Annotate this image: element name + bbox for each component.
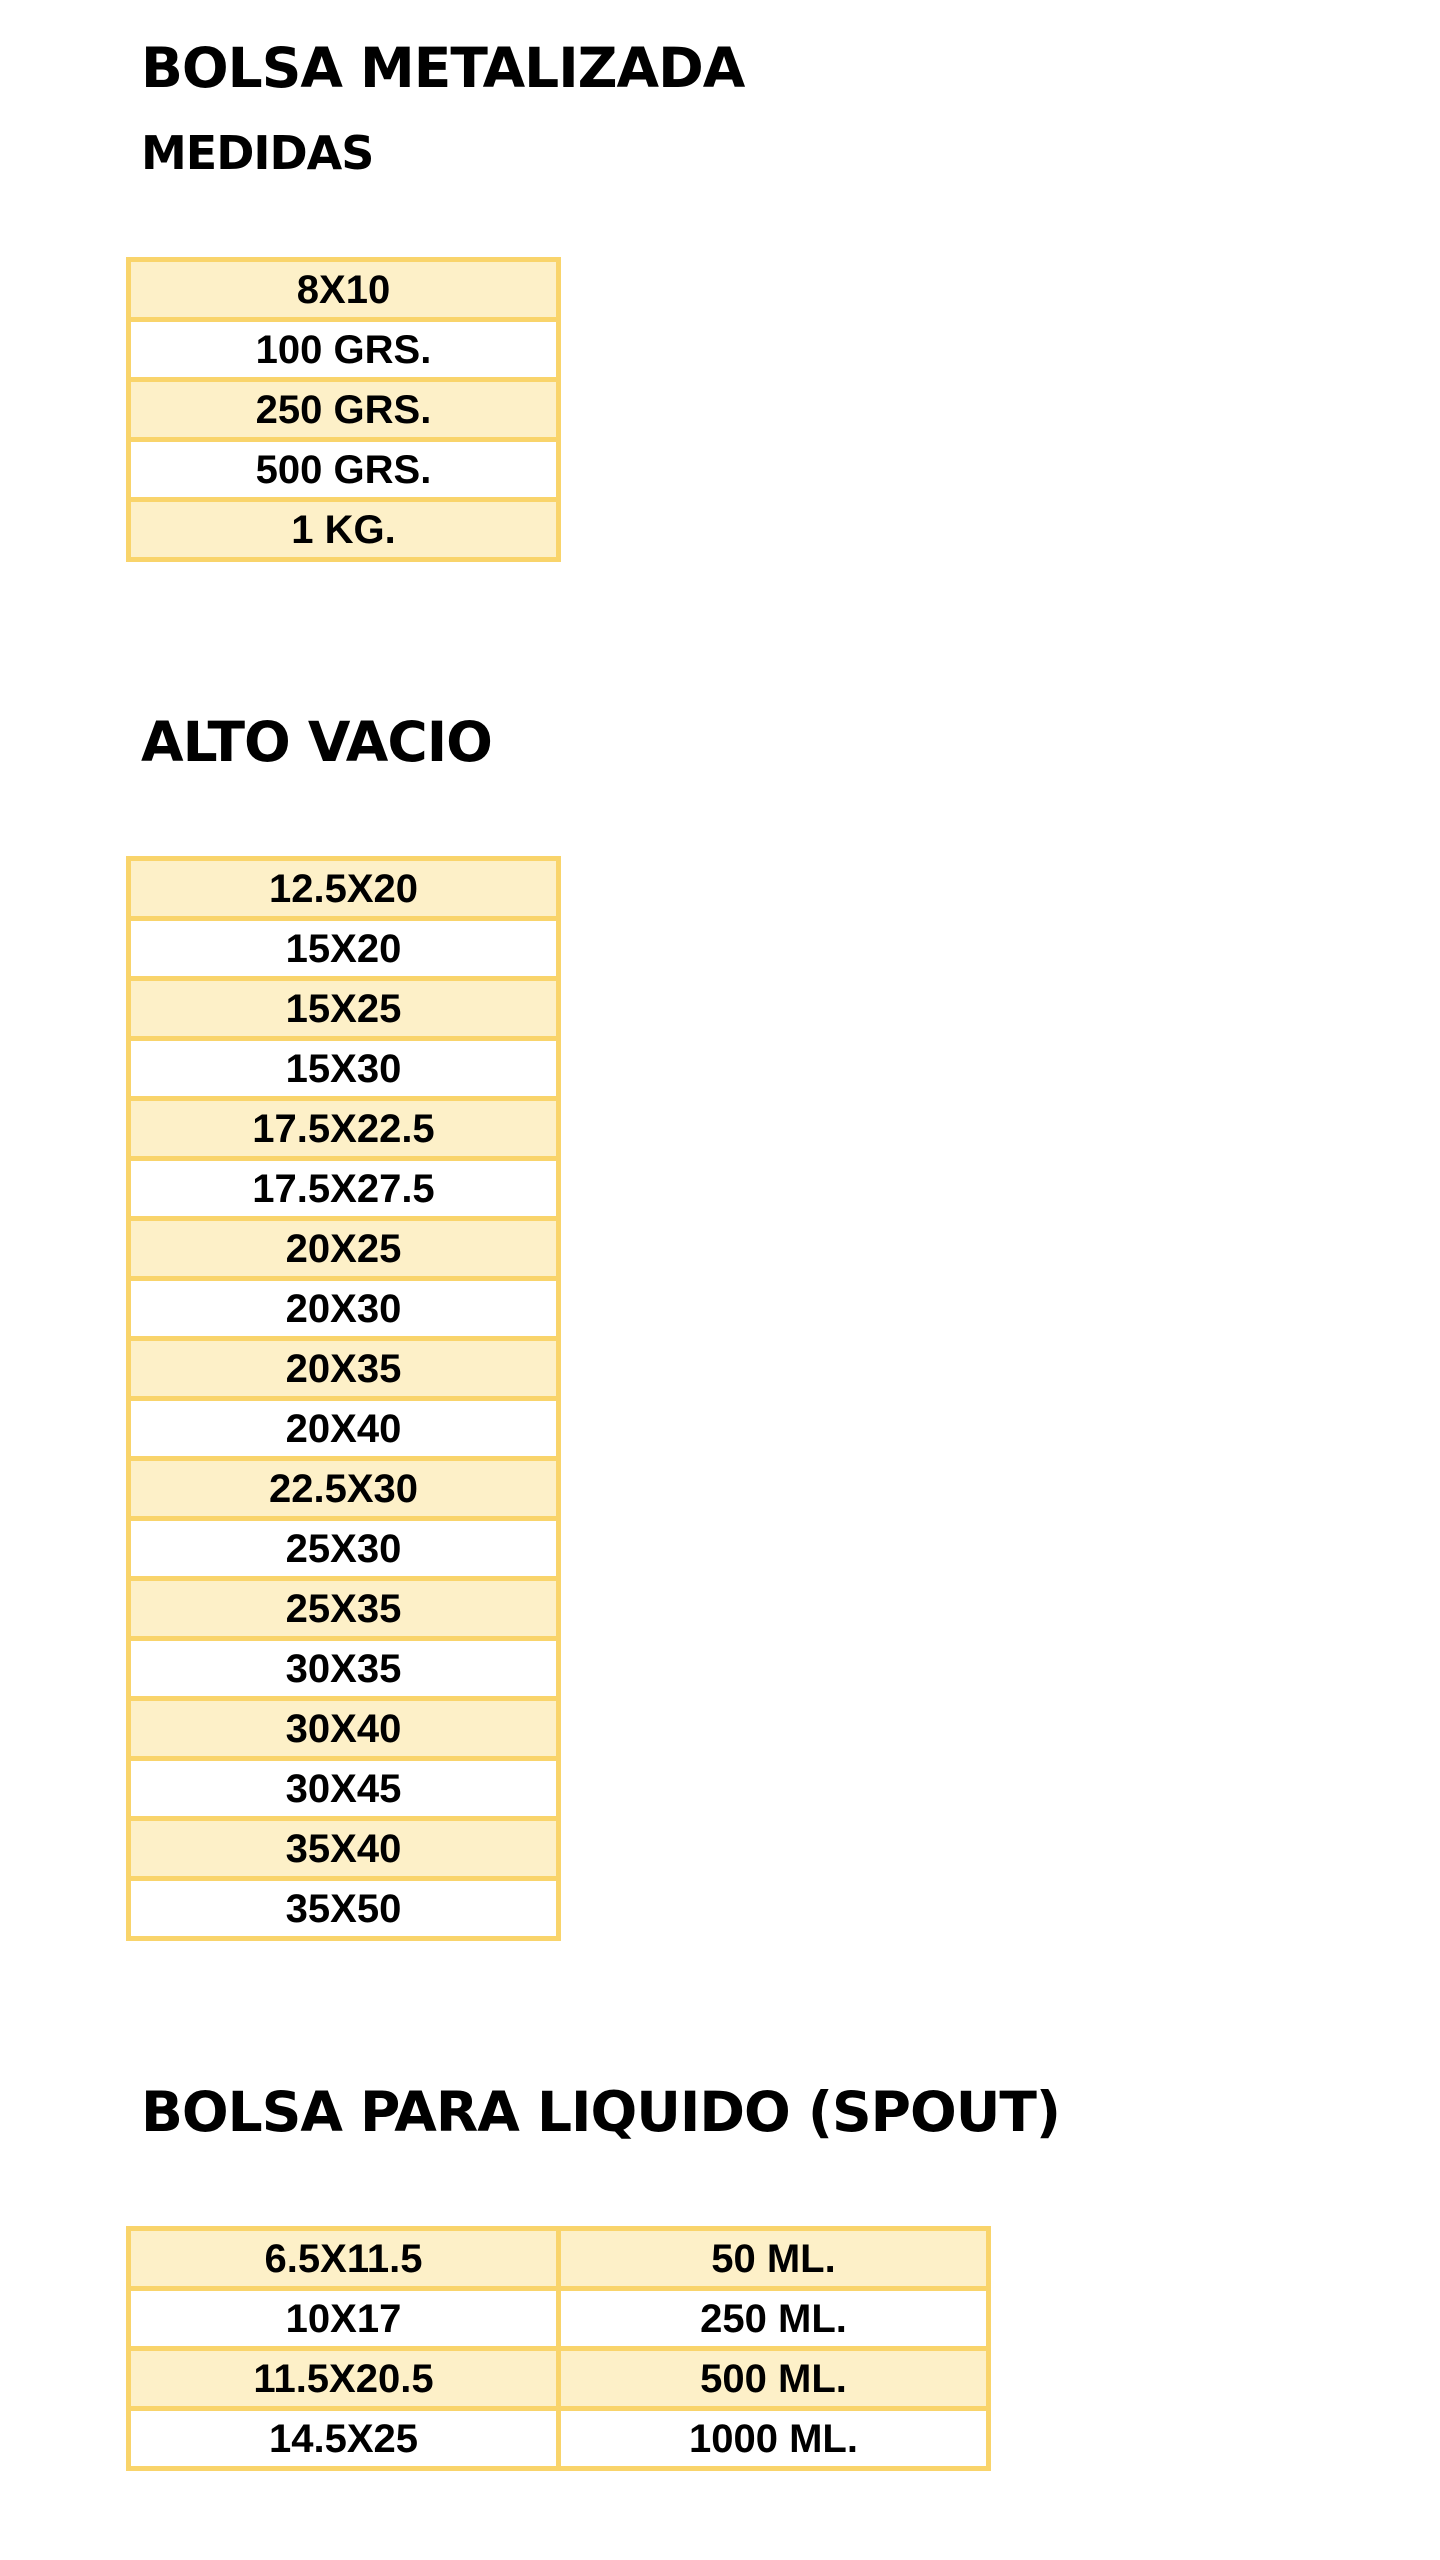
table-row	[129, 2229, 989, 2289]
table-row	[129, 380, 559, 440]
table-cell: 20X25	[129, 1219, 559, 1279]
table-row	[129, 1639, 559, 1699]
table-cell: 20X40	[129, 1399, 559, 1459]
volume-cell: 1000 ML.	[559, 2409, 989, 2469]
table-cell: 35X40	[129, 1819, 559, 1879]
table-cell: 17.5X22.5	[129, 1099, 559, 1159]
section-subtitle-medidas: MEDIDAS	[141, 126, 374, 180]
section-title-spout: BOLSA PARA LIQUIDO (SPOUT)	[141, 2080, 1061, 2144]
table-row	[129, 320, 559, 380]
table-cell: 30X35	[129, 1639, 559, 1699]
table-row	[129, 1759, 559, 1819]
table-row	[129, 1339, 559, 1399]
medidas-table-body	[129, 260, 559, 560]
table-cell: 15X30	[129, 1039, 559, 1099]
spout-table-body	[129, 2229, 989, 2469]
table-row	[129, 1159, 559, 1219]
section-title-bolsa-metalizada: BOLSA METALIZADA	[141, 36, 745, 100]
table-cell: 250 GRS.	[129, 380, 559, 440]
table-cell: 20X30	[129, 1279, 559, 1339]
table-cell: 30X40	[129, 1699, 559, 1759]
table-cell: 1 KG.	[129, 500, 559, 560]
table-row	[129, 500, 559, 560]
table-row	[129, 2409, 989, 2469]
table-cell: 25X30	[129, 1519, 559, 1579]
table-row	[129, 1579, 559, 1639]
table-row	[129, 2289, 989, 2349]
section-title-alto-vacio: ALTO VACIO	[141, 710, 492, 774]
table-row	[129, 1879, 559, 1939]
table-cell: 12.5X20	[129, 859, 559, 919]
table-cell: 100 GRS.	[129, 320, 559, 380]
table-cell: 30X45	[129, 1759, 559, 1819]
table-row	[129, 1279, 559, 1339]
table-row	[129, 440, 559, 500]
table-cell: 35X50	[129, 1879, 559, 1939]
table-cell: 17.5X27.5	[129, 1159, 559, 1219]
alto-vacio-table-body	[129, 859, 559, 1939]
table-row	[129, 1039, 559, 1099]
table-cell: 500 GRS.	[129, 440, 559, 500]
table-row	[129, 979, 559, 1039]
table-cell: 15X25	[129, 979, 559, 1039]
table-row	[129, 260, 559, 320]
size-cell: 14.5X25	[129, 2409, 559, 2469]
table-cell: 20X35	[129, 1339, 559, 1399]
size-cell: 10X17	[129, 2289, 559, 2349]
size-cell: 11.5X20.5	[129, 2349, 559, 2409]
table-row	[129, 1699, 559, 1759]
spout-table	[126, 2226, 991, 2471]
table-cell: 22.5X30	[129, 1459, 559, 1519]
table-row	[129, 919, 559, 979]
alto-vacio-table	[126, 856, 561, 1941]
table-cell: 25X35	[129, 1579, 559, 1639]
table-row	[129, 1819, 559, 1879]
table-row	[129, 1219, 559, 1279]
volume-cell: 50 ML.	[559, 2229, 989, 2289]
size-cell: 6.5X11.5	[129, 2229, 559, 2289]
table-row	[129, 859, 559, 919]
table-row	[129, 1099, 559, 1159]
table-row	[129, 2349, 989, 2409]
table-row	[129, 1459, 559, 1519]
table-row	[129, 1399, 559, 1459]
table-row	[129, 1519, 559, 1579]
volume-cell: 250 ML.	[559, 2289, 989, 2349]
medidas-table	[126, 257, 561, 562]
table-cell: 15X20	[129, 919, 559, 979]
table-cell: 8X10	[129, 260, 559, 320]
volume-cell: 500 ML.	[559, 2349, 989, 2409]
